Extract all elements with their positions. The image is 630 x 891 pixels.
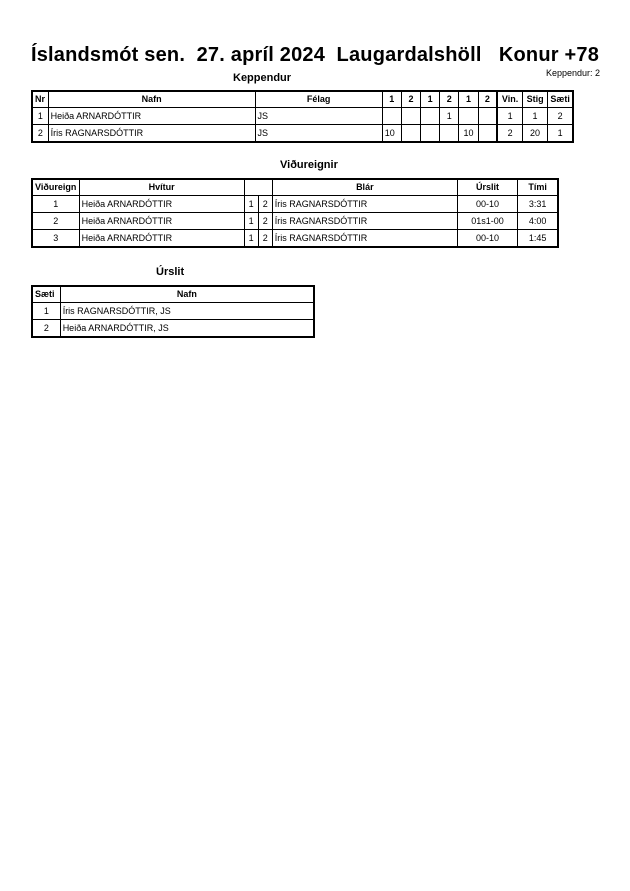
cell-score: [421, 125, 440, 143]
table-row: [32, 108, 573, 125]
col-round: 1: [382, 91, 401, 108]
cell-result: 00-10: [457, 196, 517, 213]
table-row: [32, 196, 558, 213]
cell-place: 1: [548, 125, 573, 143]
results-table: [31, 285, 315, 338]
cell-side: 1: [244, 230, 258, 248]
col-points: Stig: [522, 91, 547, 108]
cell-side: 2: [258, 230, 272, 248]
col-place: Sæti: [32, 286, 60, 303]
cell-club: JS: [255, 125, 382, 143]
col-white: Hvítur: [79, 179, 244, 196]
cell-points: 20: [522, 125, 547, 143]
col-place: Sæti: [548, 91, 573, 108]
table-header-row: [32, 179, 558, 196]
cell-place: 2: [32, 320, 60, 338]
col-name: Nafn: [60, 286, 314, 303]
results-heading: Úrslit: [156, 266, 185, 278]
col-round: 2: [478, 91, 497, 108]
col-round: 2: [440, 91, 459, 108]
cell-side: 1: [244, 213, 258, 230]
cell-match-no: 1: [32, 196, 79, 213]
cell-score: [478, 125, 497, 143]
table-row: [32, 230, 558, 248]
table-row: [32, 303, 314, 320]
cell-nr: 1: [32, 108, 48, 125]
col-blue: Blár: [272, 179, 457, 196]
cell-blue: Íris RAGNARSDÓTTIR: [272, 230, 457, 248]
col-spacer: [258, 179, 272, 196]
cell-match-no: 3: [32, 230, 79, 248]
cell-place: 1: [32, 303, 60, 320]
cell-score: 1: [440, 108, 459, 125]
cell-name: Íris RAGNARSDÓTTIR, JS: [60, 303, 314, 320]
col-name: Nafn: [48, 91, 255, 108]
cell-side: 2: [258, 196, 272, 213]
cell-blue: Íris RAGNARSDÓTTIR: [272, 213, 457, 230]
cell-wins: 1: [497, 108, 522, 125]
col-round: 1: [421, 91, 440, 108]
cell-score: [401, 125, 420, 143]
cell-time: 1:45: [518, 230, 558, 248]
cell-result: 01s1-00: [457, 213, 517, 230]
competitors-table: [31, 90, 574, 143]
cell-white: Heiða ARNARDÓTTIR: [79, 213, 244, 230]
cell-name: Heiða ARNARDÓTTIR, JS: [60, 320, 314, 338]
cell-score: [382, 108, 401, 125]
col-spacer: [244, 179, 258, 196]
col-time: Tími: [518, 179, 558, 196]
matches-heading: Viðureignir: [280, 159, 338, 171]
table-row: [32, 213, 558, 230]
cell-score: 10: [459, 125, 478, 143]
cell-result: 00-10: [457, 230, 517, 248]
competitors-count: Keppendur: 2: [545, 68, 600, 78]
cell-white: Heiða ARNARDÓTTIR: [79, 196, 244, 213]
cell-club: JS: [255, 108, 382, 125]
table-header-row: [32, 286, 314, 303]
table-row: [32, 125, 573, 143]
cell-score: [401, 108, 420, 125]
cell-time: 3:31: [518, 196, 558, 213]
col-club: Félag: [255, 91, 382, 108]
cell-name: Heiða ARNARDÓTTIR: [48, 108, 255, 125]
page-title: Íslandsmót sen. 27. apríl 2024 Laugardalshöll Konur +78: [30, 44, 600, 66]
col-wins: Vin.: [497, 91, 522, 108]
col-match-no: Viðureign: [32, 179, 79, 196]
competitors-heading: Keppendur: [233, 72, 292, 84]
cell-side: 1: [244, 196, 258, 213]
cell-blue: Íris RAGNARSDÓTTIR: [272, 196, 457, 213]
col-result: Úrslit: [457, 179, 517, 196]
table-header-row: [32, 91, 573, 108]
cell-score: [440, 125, 459, 143]
cell-place: 2: [548, 108, 573, 125]
col-round: 1: [459, 91, 478, 108]
cell-name: Íris RAGNARSDÓTTIR: [48, 125, 255, 143]
cell-side: 2: [258, 213, 272, 230]
cell-match-no: 2: [32, 213, 79, 230]
matches-table: [31, 178, 559, 248]
col-round: 2: [401, 91, 420, 108]
cell-nr: 2: [32, 125, 48, 143]
cell-points: 1: [522, 108, 547, 125]
cell-score: [421, 108, 440, 125]
table-row: [32, 320, 314, 338]
cell-time: 4:00: [518, 213, 558, 230]
cell-score: 10: [382, 125, 401, 143]
cell-score: [459, 108, 478, 125]
col-nr: Nr: [32, 91, 48, 108]
cell-score: [478, 108, 497, 125]
cell-wins: 2: [497, 125, 522, 143]
cell-white: Heiða ARNARDÓTTIR: [79, 230, 244, 248]
